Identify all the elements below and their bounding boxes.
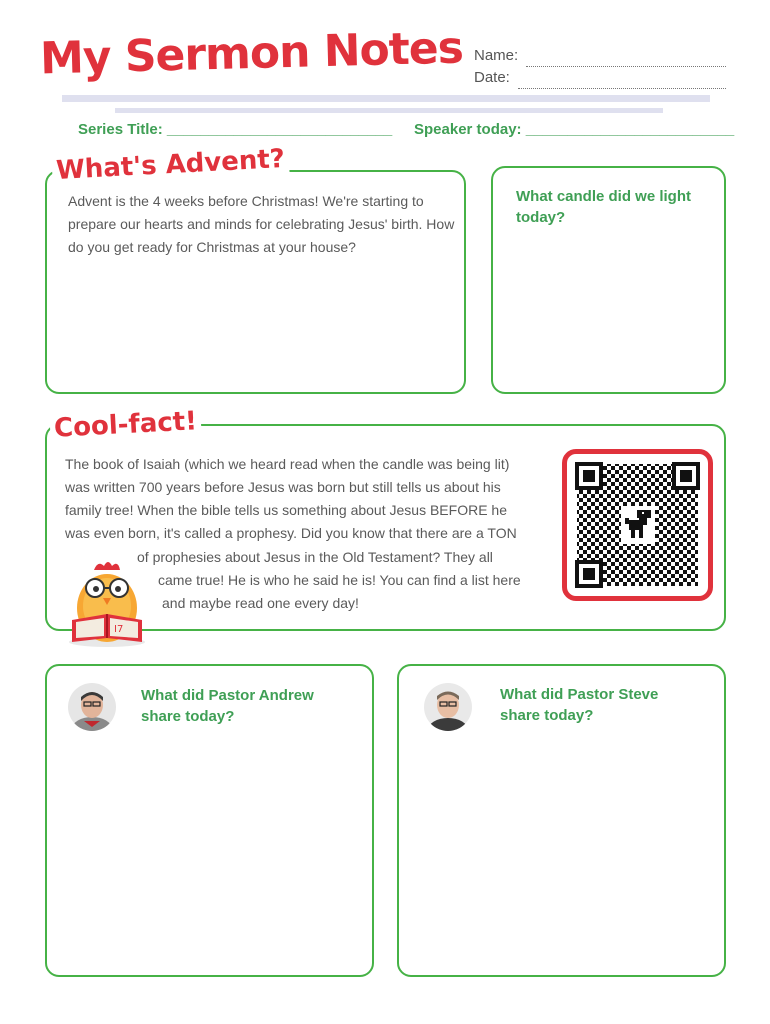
avatar (68, 683, 116, 731)
cool-fact-line: was written 700 years before Jesus was born but still tells us about his (65, 479, 501, 495)
qr-code-frame[interactable] (562, 449, 713, 601)
header-divider (62, 95, 710, 102)
series-title-field[interactable]: Series Title: ___________________________ (78, 121, 393, 138)
cool-fact-line: was even born, it's called a prophesy. Did you know that there are a TON (65, 525, 517, 541)
name-field[interactable] (526, 52, 726, 67)
chicken-reading-icon (64, 558, 150, 648)
cool-fact-heading: Cool-fact! (49, 406, 201, 444)
date-label: Date: (474, 69, 510, 86)
book-text: I7 (114, 624, 124, 635)
candle-question: What candle did we light today? (516, 188, 692, 226)
cool-fact-line: The book of Isaiah (which we heard read when the candle was being lit) (65, 456, 510, 472)
advent-text: Advent is the 4 weeks before Christmas! We're starting to prepare our hearts and minds for celebrating Jesus' birth. How do you get ready for Christmas at your house? (68, 193, 455, 255)
cool-fact-line: family tree! When the bible tells us something about Jesus BEFORE he (65, 502, 507, 518)
pastor-andrew-question: What did Pastor Andrew share today? (141, 687, 314, 725)
name-label: Name: (474, 47, 519, 64)
cool-fact-line: came true! He is who he said he is! You can find a list here (158, 572, 521, 588)
cool-fact-line: and maybe read one every day! (162, 595, 359, 611)
page-title: My Sermon Notes (39, 22, 464, 85)
speaker-today-field[interactable]: Speaker today: _________________________ (414, 121, 735, 138)
qr-code-icon[interactable] (567, 454, 708, 596)
avatar (424, 683, 472, 731)
advent-heading: What's Advent? (51, 144, 289, 186)
cool-fact-line: of prophesies about Jesus in the Old Testament? They all (137, 549, 493, 565)
header-divider-secondary (115, 108, 663, 113)
date-field[interactable] (518, 74, 726, 89)
pastor-steve-question: What did Pastor Steve share today? (500, 686, 659, 724)
